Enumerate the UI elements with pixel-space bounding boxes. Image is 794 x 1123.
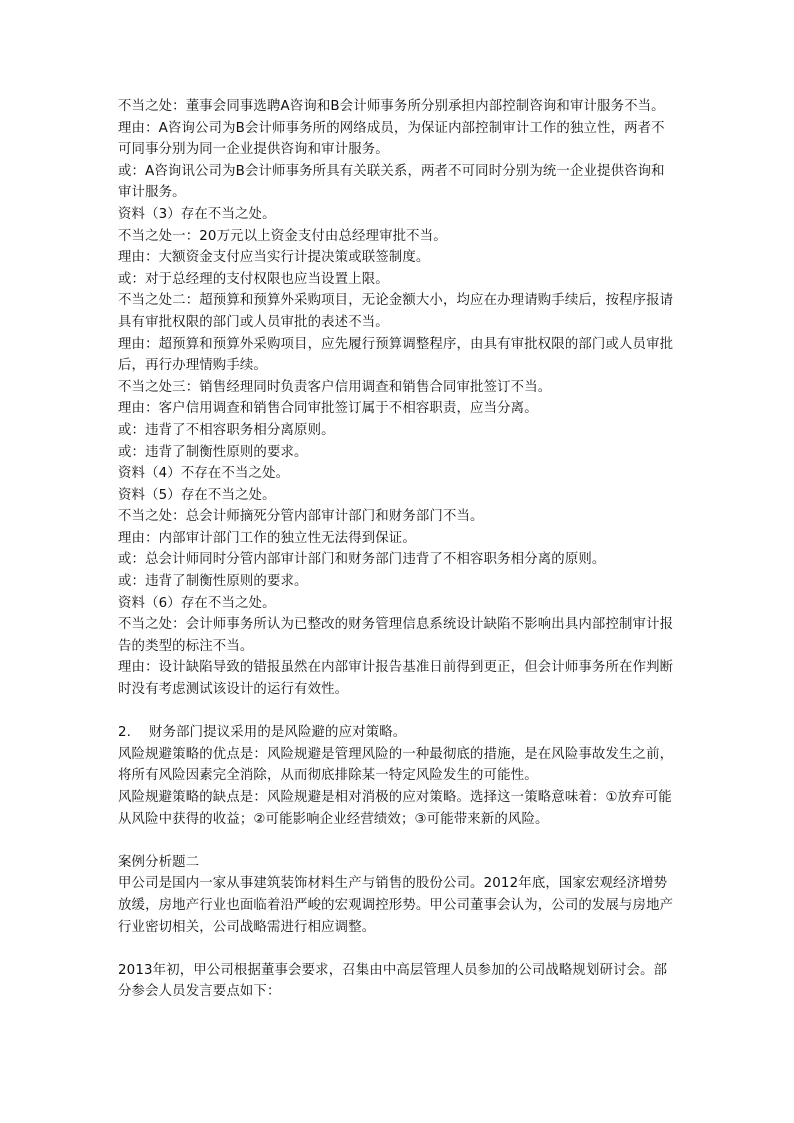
paragraph: 不当之处：总会计师摘死分管内部审计部门和财务部门不当。: [118, 509, 484, 525]
paragraph: 或：违背了不相容职务相分离原则。: [118, 422, 335, 438]
paragraph: 或：违背了制衡性原则的要求。: [118, 444, 308, 460]
paragraph: 风险规避策略的缺点是：风险规避是相对消极的应对策略。选择这一策略意味着：①放弃可能从风险中获得的收益；②可能影响企业经营绩效；③可能带来新的风险。: [118, 790, 672, 827]
paragraph: 2. 财务部门提议采用的是风险避的应对策略。: [118, 725, 407, 741]
section-case-two-meeting: [118, 960, 678, 1003]
paragraph: 或：对于总经理的支付权限也应当设置上限。: [118, 271, 389, 287]
paragraph: 理由：客户信用调查和销售合同审批签订属于不相容职责，应当分离。: [118, 401, 538, 417]
paragraph: 甲公司是国内一家从事建筑装饰材料生产与销售的股份公司。2012年底，国家宏观经济增势放缓，房地产行业也面临着沿严峻的宏观调控形势。甲公司董事会认为，公司的发展与房地产行业密切相关，公司战略需进行相应调整。: [118, 876, 674, 935]
paragraph: 2013年初，甲公司根据董事会要求，召集由中高层管理人员参加的公司战略规划研讨会。部分参会人员发言要点如下：: [118, 962, 668, 1000]
paragraph: 或：违背了制衡性原则的要求。: [118, 574, 308, 590]
paragraph: 不当之处三：销售经理同时负责客户信用调查和销售合同审批签订不当。: [118, 379, 552, 395]
paragraph: 不当之处二：超预算和预算外采购项目，无论金额大小，均应在办理请购手续后，按程序报请具有审批权限的部门或人员审批的表述不当。: [118, 293, 674, 330]
paragraph: 资料（5）存在不当之处。: [118, 487, 276, 503]
section-case-two: [118, 852, 678, 938]
paragraph: 理由：超预算和预算外采购项目，应先履行预算调整程序，由具有审批权限的部门或人员审批后，再行办理情购手续。: [118, 336, 674, 374]
paragraph: 不当之处：董事会同事选聘A咨询和B会计师事务所分别承担内部控制咨询和审计服务不当。: [118, 99, 665, 114]
paragraph: 不当之处：会计师事务所认为已整改的财务管理信息系统设计缺陷不影响出具内部控制审计报告的类型的标注不当。: [118, 617, 674, 654]
paragraph: 理由：设计缺陷导致的错报虽然在内部审计报告基准日前得到更正，但会计师事务所在作判断时没有考虑测试该设计的运行有效性。: [118, 660, 674, 698]
paragraph: 理由：大额资金支付应当实行计提决策或联签制度。: [118, 250, 430, 266]
blank-line: [118, 701, 678, 723]
section-answer-2: [118, 722, 678, 830]
paragraph: 理由：A咨询公司为B会计师事务所的网络成员，为保证内部控制审计工作的独立性，两者不可同事分别为同一企业提供咨询和审计服务。: [118, 120, 665, 158]
paragraph: 或：A咨询讯公司为B会计师事务所具有关联关系，两者不可同时分别为统一企业提供咨询和审计服务。: [118, 163, 665, 201]
blank-line: [118, 830, 678, 852]
section-heading: 案例分析题二: [118, 854, 200, 870]
paragraph: 资料（4）不存在不当之处。: [118, 466, 290, 482]
paragraph: 不当之处一：20万元以上资金支付由总经理审批不当。: [118, 228, 447, 244]
section-answers-1: [118, 96, 678, 701]
paragraph: 风险规避策略的优点是：风险规避是管理风险的一种最彻底的措施，是在风险事故发生之前，将所有风险因素完全消除，从而彻底排除某一特定风险发生的可能性。: [118, 746, 674, 784]
paragraph: 资料（6）存在不当之处。: [118, 595, 276, 611]
paragraph: 或：总会计师同时分管内部审计部门和财务部门违背了不相容职务相分离的原则。: [118, 552, 606, 568]
paragraph: 资料（3）存在不当之处。: [118, 206, 276, 222]
document-page: [118, 96, 678, 1003]
paragraph: 理由：内部审计部门工作的独立性无法得到保证。: [118, 530, 416, 546]
blank-line: [118, 938, 678, 960]
